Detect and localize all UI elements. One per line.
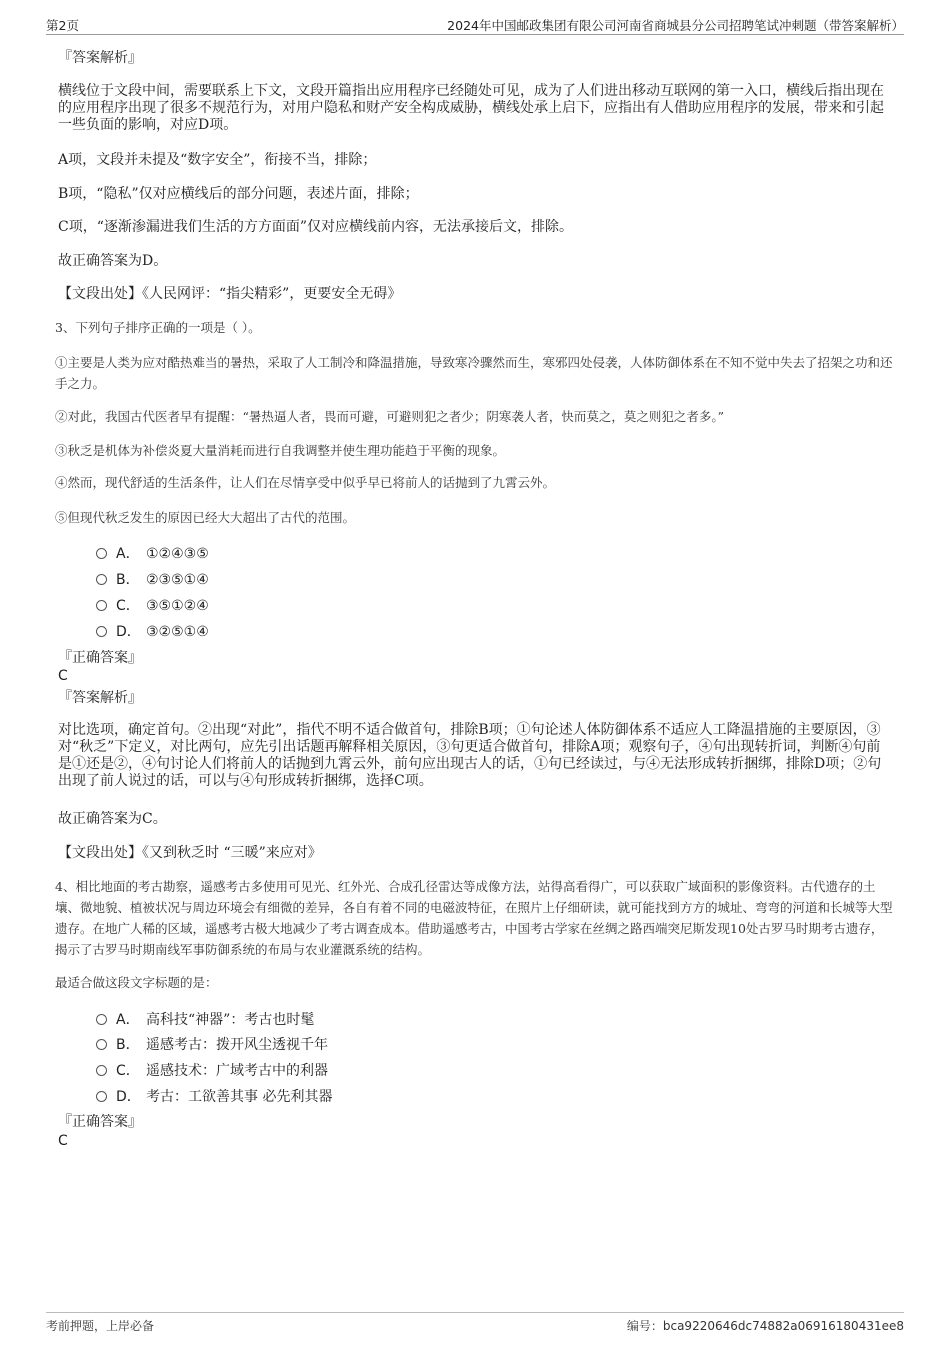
option-letter: B． [116, 572, 140, 588]
q3-analysis-label: 『答案解析』 [58, 690, 142, 706]
q3-option-b[interactable] [96, 569, 209, 589]
q3-sentence-3: ③秋乏是机体为补偿炎夏大量消耗而进行自我调整并使生理功能趋于平衡的现象。 [55, 443, 506, 458]
option-letter: A． [116, 1012, 140, 1028]
page-number: 第2页 [46, 18, 79, 33]
radio-icon[interactable] [96, 626, 107, 637]
q4-option-b[interactable] [96, 1034, 328, 1054]
option-letter: D． [116, 1089, 141, 1105]
q2-analysis-paragraph: 横线位于文段中间，需要联系上下文，文段开篇指出应用程序已经随处可见，成为了人们进出移动互联网的第一入口，横线后指出现在的应用程序出现了很多不规范行为，对用户隐私和财产安全构成威胁，横线处承上启下，应指出有人借助应用程序的发展，带来和引起一些负面的影响，对应D项。 [58, 83, 884, 133]
footer-slogan: 考前押题，上岸必备 [46, 1319, 155, 1333]
option-letter: C． [116, 598, 140, 614]
q3-conclusion: 故正确答案为C。 [58, 811, 167, 827]
q4-answer: C [58, 1133, 68, 1149]
radio-icon[interactable] [96, 1091, 107, 1102]
q3-option-d[interactable] [96, 621, 209, 641]
q4-question: 最适合做这段文字标题的是： [55, 975, 218, 990]
option-text: ②③⑤①④ [146, 572, 209, 588]
q4-option-d[interactable] [96, 1086, 332, 1106]
q3-sentence-5: ⑤但现代秋乏发生的原因已经大大超出了古代的范围。 [55, 510, 356, 525]
radio-icon[interactable] [96, 1014, 107, 1025]
option-text: 遥感技术：广域考古中的利器 [146, 1063, 328, 1079]
option-text: 高科技“神器”：考古也时髦 [146, 1012, 315, 1028]
q3-analysis-paragraph: 对比选项，确定首句。②出现“对此”，指代不明不适合做首句，排除B项；①句论述人体防御体系不适应人工降温措施的主要原因，③对“秋乏”下定义，对比两句，应先引出话题再解释相关原因，③句更适合做首句，排除A项；观察句子，④句出现转折词，判断④句前是①还是②，④句讨论人们将前人的话抛到九霄云外，前句应出现古人的话，①句已经读过，与④无法形成转折捆绑，排除D项；②句出现了前人说过的话，可以与④句形成转折捆绑，选择C项。 [58, 722, 882, 789]
q2-analysis-label: 『答案解析』 [58, 50, 142, 66]
radio-icon[interactable] [96, 1065, 107, 1076]
q3-source: 【文段出处】《又到秋乏时 “三暖”来应对》 [58, 845, 322, 861]
q4-option-a[interactable] [96, 1009, 314, 1029]
radio-icon[interactable] [96, 548, 107, 559]
q3-sentence-2: ②对此，我国古代医者早有提醒：“暑热逼人者，畏而可避，可避则犯之者少；阴寒袭人者，快而莫之，莫之则犯之者多。” [55, 409, 725, 424]
option-text: ①②④③⑤ [146, 546, 209, 562]
q4-option-c[interactable] [96, 1060, 328, 1080]
q3-sentence-4: ④然而，现代舒适的生活条件，让人们在尽情享受中似乎早已将前人的话抛到了九霄云外。 [55, 475, 556, 490]
q2-analysis-option-a: A项，文段并未提及“数字安全”，衔接不当，排除； [58, 152, 377, 168]
page-footer [46, 1312, 904, 1337]
q3-sentence-1: ①主要是人类为应对酷热难当的暑热，采取了人工制冷和降温措施，导致寒冷骤然而生，寒邪四处侵袭，人体防御体系在不知不觉中失去了招架之功和还手之力。 [55, 355, 893, 391]
document-title: 2024年中国邮政集团有限公司河南省商城县分公司招聘笔试冲刺题（带答案解析） [447, 18, 904, 33]
q4-answer-label: 『正确答案』 [58, 1114, 142, 1130]
option-letter: C． [116, 1063, 140, 1079]
q2-analysis-option-c: C项，“逐渐渗漏进我们生活的方方面面”仅对应横线前内容，无法承接后文，排除。 [58, 219, 574, 235]
q4-stem: 4、相比地面的考古勘察，遥感考古多使用可见光、红外光、合成孔径雷达等成像方法，站得高看得广，可以获取广域面积的影像资料。古代遗存的土壤、微地貌、植被状况与周边环境会有细微的差异，各自有着不同的电磁波特征，在照片上仔细研读，就可能找到方方的城址、弯弯的河道和长城等大型遗存。在地广人稀的区域，遥感考古极大地减少了考古调查成本。借助遥感考古，中国考古学家在丝绸之路西端突尼斯发现10处古罗马时期考古遗存，揭示了古罗马时期南线军事防御系统的布局与农业灌溉系统的结构。 [55, 879, 893, 957]
q2-source: 【文段出处】《人民网评：“指尖精彩”，更要安全无碍》 [58, 286, 402, 302]
q3-option-c[interactable] [96, 595, 209, 615]
page-header [46, 14, 904, 35]
radio-icon[interactable] [96, 600, 107, 611]
q2-analysis-option-b: B项，“隐私”仅对应横线后的部分问题，表述片面，排除； [58, 186, 419, 202]
q2-conclusion: 故正确答案为D。 [58, 253, 168, 269]
option-text: ③②⑤①④ [146, 624, 209, 640]
option-letter: D． [116, 624, 141, 640]
option-text: 考古：工欲善其事 必先利其器 [146, 1089, 333, 1105]
option-text: 遥感考古：拨开风尘透视千年 [146, 1037, 328, 1053]
option-letter: A． [116, 546, 140, 562]
option-letter: B． [116, 1037, 140, 1053]
document-id: 编号：bca9220646dc74882a06916180431ee8 [626, 1319, 904, 1333]
radio-icon[interactable] [96, 1039, 107, 1050]
q3-option-a[interactable] [96, 543, 209, 563]
q3-answer-label: 『正确答案』 [58, 650, 142, 666]
radio-icon[interactable] [96, 574, 107, 585]
q3-stem: 3、下列句子排序正确的一项是（ ）。 [55, 320, 261, 335]
q3-answer: C [58, 668, 68, 684]
option-text: ③⑤①②④ [146, 598, 209, 614]
